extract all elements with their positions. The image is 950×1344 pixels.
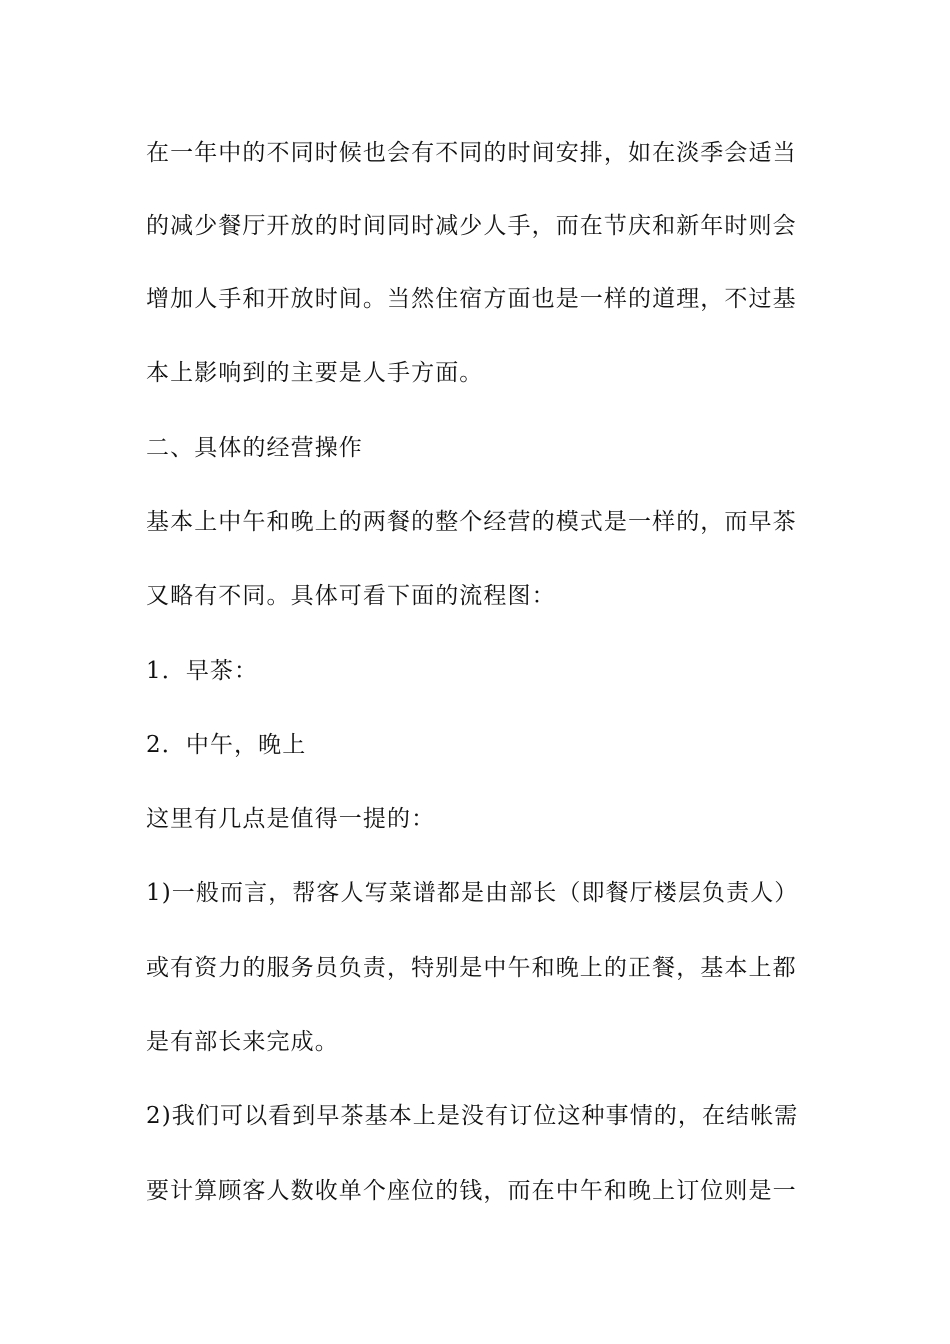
paragraph-line: 在一年中的不同时候也会有不同的时间安排，如在淡季会适当 — [146, 140, 797, 166]
paragraph-line: 要计算顾客人数收单个座位的钱，而在中午和晚上订位则是一 — [146, 1178, 797, 1204]
paragraph-line: 是有部长来完成。 — [146, 1029, 339, 1055]
list-item: 2)我们可以看到早茶基本上是没有订位这种事情的，在结帐需 — [146, 1103, 799, 1129]
paragraph-line: 这里有几点是值得一提的： — [146, 806, 436, 832]
paragraph-line: 增加人手和开放时间。当然住宿方面也是一样的道理，不过基 — [146, 286, 797, 312]
paragraph-line: 本上影响到的主要是人手方面。 — [146, 360, 484, 386]
paragraph-line: 或有资力的服务员负责，特别是中午和晚上的正餐，基本上都 — [146, 955, 797, 981]
list-item: 1)一般而言，帮客人写菜谱都是由部长（即餐厅楼层负责人） — [146, 880, 799, 906]
section-heading: 二、具体的经营操作 — [146, 435, 363, 461]
paragraph-line: 又略有不同。具体可看下面的流程图： — [146, 583, 556, 609]
paragraph-line: 的减少餐厅开放的时间同时减少人手，而在节庆和新年时则会 — [146, 213, 797, 239]
paragraph-line: 基本上中午和晚上的两餐的整个经营的模式是一样的，而早茶 — [146, 509, 797, 535]
list-item: 2．中午，晚上 — [146, 732, 307, 758]
list-item: 1．早茶： — [146, 658, 259, 684]
